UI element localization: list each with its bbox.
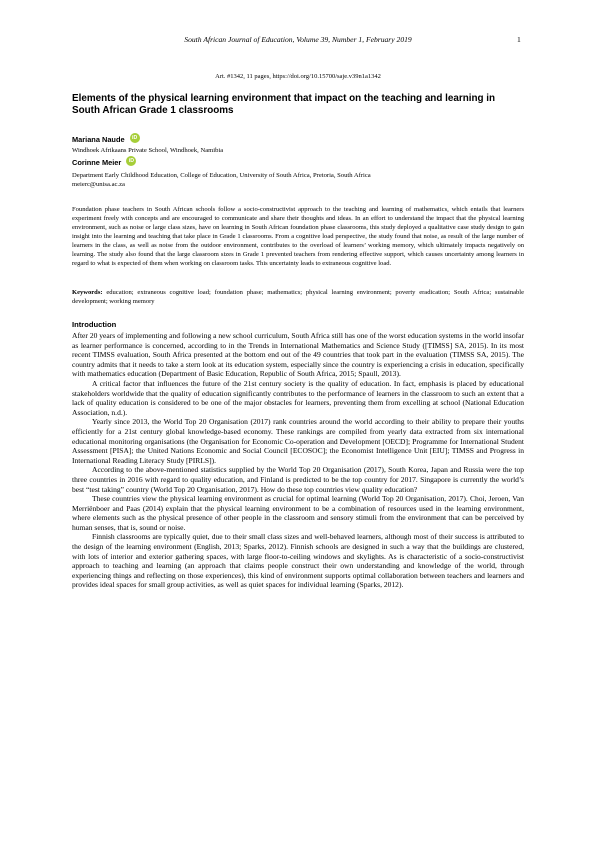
article-title: Elements of the physical learning environment that impact on the teaching and learning in South African Grade 1 classrooms — [72, 93, 496, 116]
orcid-icon[interactable]: iD — [130, 133, 140, 143]
body-paragraph: These countries view the physical learning environment as crucial for optimal learning (World Top 20 Organisation, 2017). Choi, Jeroen, Van Merriënboer and Paas (2014) explain that the physical learning environment to be a combination of resources used in the learning environment, where elements such as the physical presence of other people in the classroom and sensory stimuli from the environment that can be perceived by human senses, that is, sound or noise. — [72, 494, 524, 532]
author-email-link[interactable]: meierc@unisa.ac.za — [72, 181, 125, 188]
body-paragraph: After 20 years of implementing and following a new school curriculum, South Africa still has one of the worst education systems in the world insofar as learner performance is concerned, according to in the Trends in International Mathematics and Science Study ([TIMSS] SA, 2015). In its most recent TIMSS evaluation, South Africa presented at the bottom end out of the 49 countries that took part in the evaluation (TIMSS SA, 2015). The country admits that it needs to take a stern look at its education system, especially since the country is experiencing a crisis in education, specifically with mathematics education (Department of Basic Education, Republic of South Africa, 2015; Spaull, 2013). — [72, 331, 524, 379]
author-name — [72, 158, 136, 168]
body-paragraph: A critical factor that influences the future of the 21st century society is the quality of education. In fact, emphasis is placed by educational stakeholders worldwide that the quality of education significantly contributes to the performance of learners in the classroom to such an extent that a lack of quality education is considered to be one of the major obstacles for learners, preventing them from excelling at school (National Education Association, n.d.). — [72, 378, 524, 417]
abstract: Foundation phase teachers in South African schools follow a socio-constructivist approach to the teaching and learning of mathematics, which entails that learners experiment freely with concepts and are encouraged to communicate and share their thoughts and ideas. In an effort to understand the impact that the physical learning environment, such as noise or large class sizes, have on learning in South African foundation phase classrooms, this study deployed a qualitative case study design to gain insight into the learning and teaching that take place in Grade 1 classrooms. From a cognitive load perspective, the study found that noise, as result of the large number of learners in the class, as well as noise from the outdoor environment, contributes to the overload of learners’ working memory, which ultimately impacts negatively on learning. The study also found that the large classroom sizes in Grade 1 prevented teachers from rendering effective support, which causes uncertainty among learners in regard to what is expected of them when working on classroom tasks. This uncertainty leads to extraneous cognitive load. — [72, 206, 524, 267]
author-affiliation: Department Early Childhood Education, College of Education, University of South Africa, Pretoria, South Africa — [72, 172, 371, 179]
keywords-text: education; extraneous cognitive load; foundation phase; mathematics; physical learning environment; poverty eradication; South Africa; sustainable development; working memory — [72, 289, 525, 305]
body-paragraph: Finnish classrooms are typically quiet, due to their small class sizes and well-behaved learners, although most of their success is attributed to the design of the learning environment (English, 2013; Sparks, 2012). Finnish schools are designed in such a way that the buildings are clustered, with lots of interior and exterior gathering spaces, with large floor-to-ceiling windows and skylights. As is characteristic of a socio-constructivist approach to teaching and learning (an approach that claims people construct their own understanding and knowledge of the world, through experiencing things and reflecting on those experiences), this kind of environment supports optimal collaboration between teachers and learners and provides ideal spaces for small group activities, as well as quiet spaces for individual learning (Sparks, 2012). — [72, 532, 524, 590]
body-paragraph: According to the above-mentioned statistics supplied by the World Top 20 Organisation (2017), South Korea, Japan and Russia were the top three countries in 2016 with regard to quality education, and Finland is predicted to be the top country for 2017. Singapore is currently the world’s best “test taking” country (World Top 20 Organisation, 2017). How do these top countries view quality education? — [72, 465, 524, 494]
article-info[interactable]: Art. #1342, 11 pages, https://doi.org/10.15700/saje.v39n1a1342 — [215, 73, 381, 80]
keywords — [72, 288, 524, 306]
author-name-text: Corinne Meier — [72, 158, 122, 167]
page-number: 1 — [517, 35, 521, 44]
orcid-icon[interactable]: iD — [126, 156, 136, 166]
keywords-label: Keywords: — [72, 289, 103, 296]
introduction-body — [72, 331, 524, 590]
author-affiliation: Windhoek Afrikaans Private School, Windhoek, Namibia — [72, 147, 224, 154]
author-name-text: Mariana Naude — [72, 135, 125, 144]
running-head: South African Journal of Education, Volume 39, Number 1, February 2019 — [184, 35, 412, 44]
body-paragraph: Yearly since 2013, the World Top 20 Organisation (2017) rank countries around the world according to their ability to prepare their youths efficiently for a 21st century global knowledge-based economy. These rankings are compiled from yearly data extracted from six international educational monitoring organisations (the Organisation for Economic Co-operation and Development [OECD]; Programme for International Student Assessment [PISA]; the United Nations Economic and Social Council [ECOSOC]; the Economist Intelligence Unit [EIU]; TIMSS and Progress in International Reading Literacy Study [PIRLS]). — [72, 417, 524, 465]
section-heading-introduction: Introduction — [72, 320, 117, 329]
author-name — [72, 135, 140, 145]
